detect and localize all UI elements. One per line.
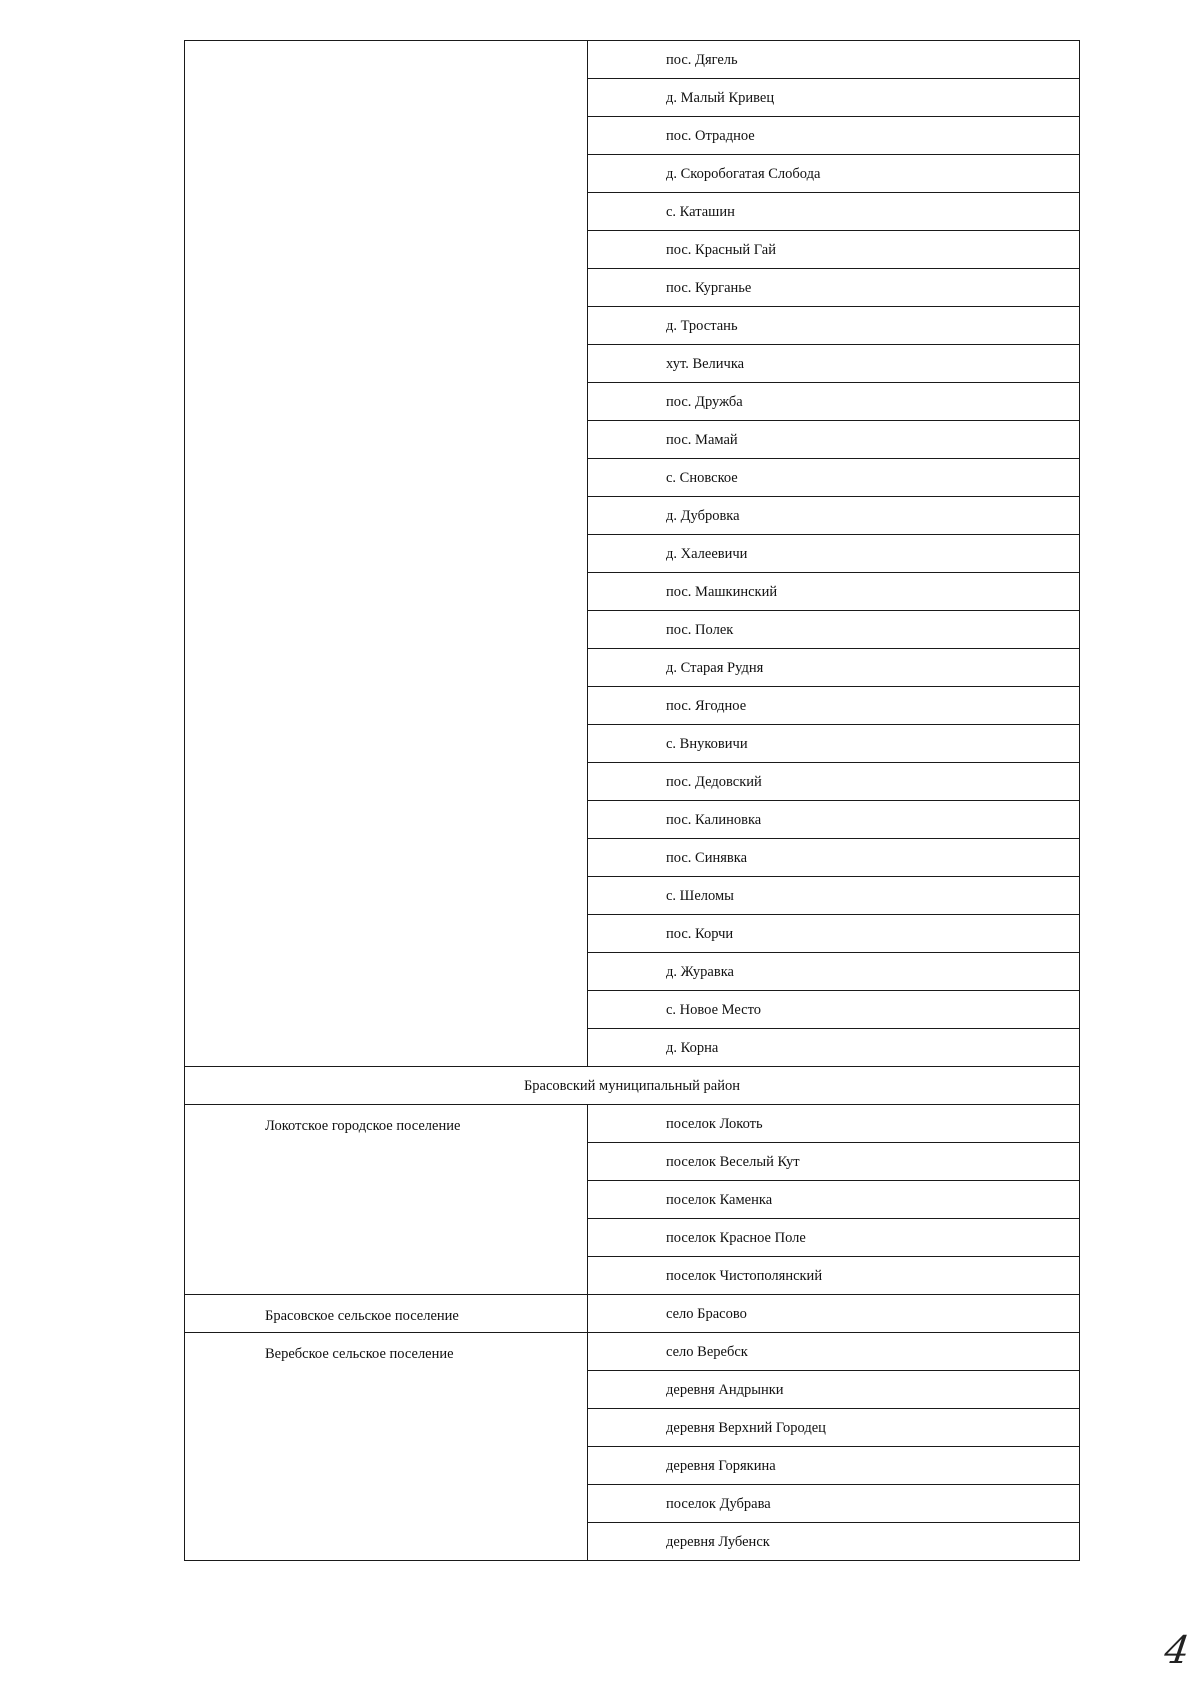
settlement-cell: поселок Веселый Кут	[588, 1143, 1080, 1181]
settlement-cell: пос. Курганье	[588, 269, 1080, 307]
settlement-cell: хут. Величка	[588, 345, 1080, 383]
settlement-cell: пос. Дягель	[588, 41, 1080, 79]
settlements-table-body	[185, 41, 1080, 1561]
settlement-cell: д. Дубровка	[588, 497, 1080, 535]
settlement-cell: поселок Красное Поле	[588, 1219, 1080, 1257]
municipality-cell	[185, 41, 588, 1067]
district-row	[185, 1067, 1080, 1105]
settlement-cell: с. Сновское	[588, 459, 1080, 497]
settlement-cell: пос. Калиновка	[588, 801, 1080, 839]
table-row	[185, 1105, 1080, 1143]
settlement-cell: пос. Корчи	[588, 915, 1080, 953]
settlement-cell: пос. Дедовский	[588, 763, 1080, 801]
settlement-cell: с. Шеломы	[588, 877, 1080, 915]
settlement-cell: пос. Полек	[588, 611, 1080, 649]
settlement-cell: с. Новое Место	[588, 991, 1080, 1029]
settlement-cell: д. Скоробогатая Слобода	[588, 155, 1080, 193]
municipality-cell: Локотское городское поселение	[185, 1105, 588, 1295]
settlement-cell: с. Внуковичи	[588, 725, 1080, 763]
settlement-cell: д. Корна	[588, 1029, 1080, 1067]
settlement-cell: д. Халеевичи	[588, 535, 1080, 573]
municipality-cell: Веребское сельское поселение	[185, 1333, 588, 1561]
settlement-cell: поселок Дубрава	[588, 1485, 1080, 1523]
settlement-cell: пос. Дружба	[588, 383, 1080, 421]
settlement-cell: деревня Лубенск	[588, 1523, 1080, 1561]
settlement-cell: деревня Горякина	[588, 1447, 1080, 1485]
settlement-cell: деревня Верхний Городец	[588, 1409, 1080, 1447]
table-row	[185, 1295, 1080, 1333]
table-row	[185, 41, 1080, 79]
settlement-cell: пос. Мамай	[588, 421, 1080, 459]
settlement-cell: д. Тростань	[588, 307, 1080, 345]
settlement-cell: поселок Каменка	[588, 1181, 1080, 1219]
table-row	[185, 1333, 1080, 1371]
settlement-cell: село Веребск	[588, 1333, 1080, 1371]
settlements-table	[184, 40, 1080, 1561]
settlement-cell: пос. Ягодное	[588, 687, 1080, 725]
settlement-cell: пос. Синявка	[588, 839, 1080, 877]
settlement-cell: пос. Машкинский	[588, 573, 1080, 611]
settlement-cell: д. Журавка	[588, 953, 1080, 991]
handwritten-page-number: 4	[1161, 1628, 1193, 1672]
settlement-cell: пос. Красный Гай	[588, 231, 1080, 269]
district-title: Брасовский муниципальный район	[185, 1067, 1080, 1105]
settlement-cell: д. Старая Рудня	[588, 649, 1080, 687]
settlement-cell: село Брасово	[588, 1295, 1080, 1333]
municipality-cell: Брасовское сельское поселение	[185, 1295, 588, 1333]
settlement-cell: поселок Чистополянский	[588, 1257, 1080, 1295]
settlement-cell: с. Каташин	[588, 193, 1080, 231]
settlement-cell: пос. Отрадное	[588, 117, 1080, 155]
settlement-cell: поселок Локоть	[588, 1105, 1080, 1143]
settlement-cell: деревня Андрынки	[588, 1371, 1080, 1409]
settlement-cell: д. Малый Кривец	[588, 79, 1080, 117]
